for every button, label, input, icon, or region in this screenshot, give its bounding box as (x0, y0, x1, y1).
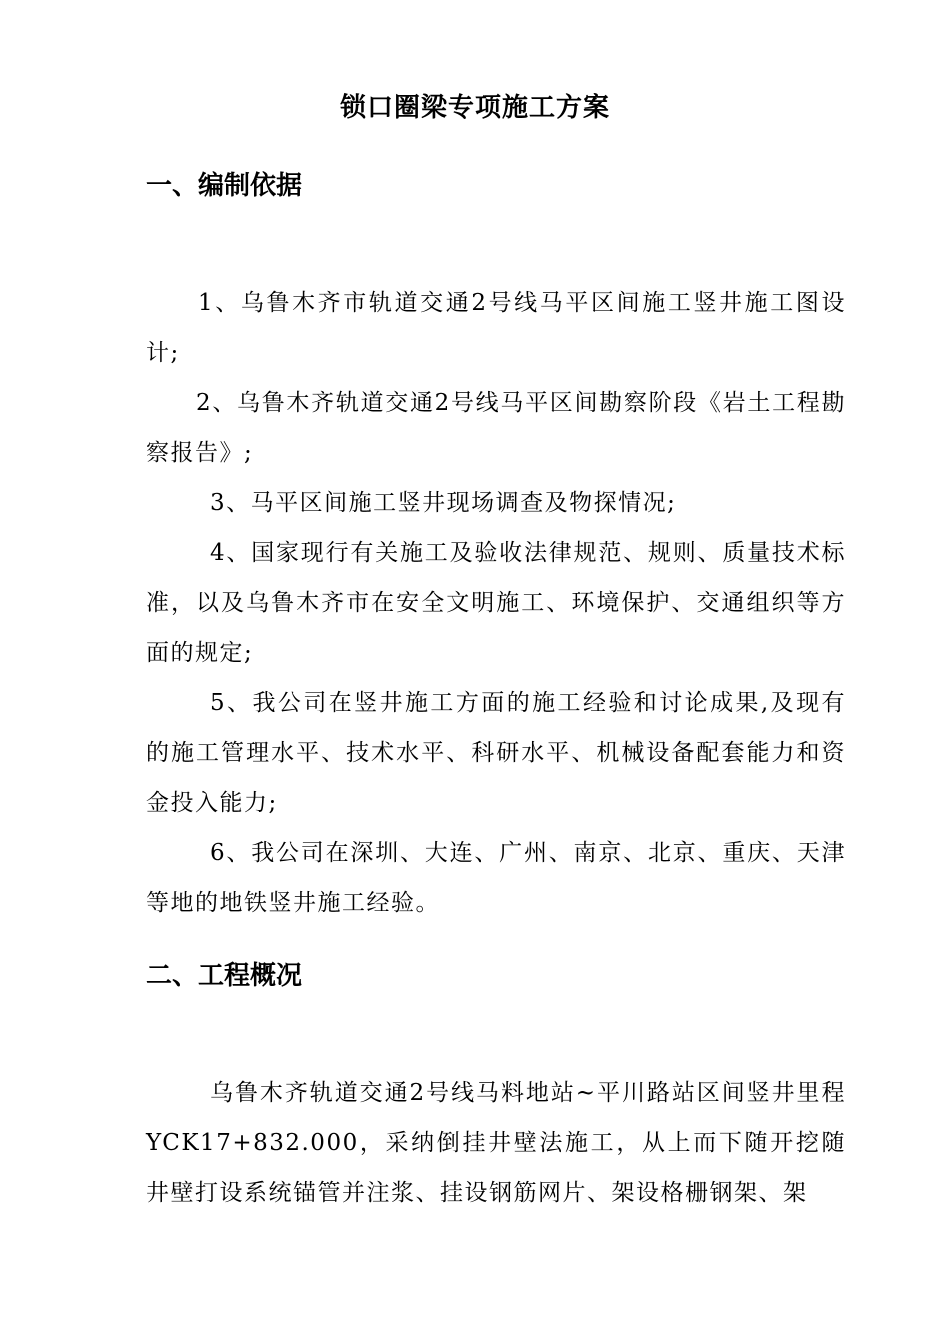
document-title: 锁口圈梁专项施工方案 (339, 93, 610, 123)
basis-item-3: 3、马平区间施工竖井现场调查及物探情况; (210, 490, 677, 516)
basis-item-5: 5、我公司在竖井施工方面的施工经验和讨论成果,及现有的施工管理水平、技术水平、科研水平、机械设备配套能力和资金投入能力; (146, 690, 846, 816)
basis-item-4: 4、国家现行有关施工及验收法律规范、规则、质量技术标准，以及乌鲁木齐市在安全文明施工、环境保护、交通组织等方面的规定; (146, 540, 846, 666)
overview-paragraph: 乌鲁木齐轨道交通2号线马料地站~平川路站区间竖井里程YCK17+832.000，采纳倒挂井壁法施工，从上而下随开挖随井壁打设系统锚管并注浆、挂设钢筋网片、架设格栅钢架、架 (146, 1080, 846, 1206)
basis-item-6: 6、我公司在深圳、大连、广州、南京、北京、重庆、天津等地的地铁竖井施工经验。 (146, 840, 846, 916)
basis-item-1: 1、乌鲁木齐市轨道交通2号线马平区间施工竖井施工图设计; (146, 290, 846, 366)
basis-item-2: 2、乌鲁木齐轨道交通2号线马平区间勘察阶段《岩土工程勘察报告》; (146, 390, 846, 466)
section-heading-basis: 一、编制依据 (146, 171, 303, 201)
section-heading-overview: 二、工程概况 (146, 961, 303, 991)
